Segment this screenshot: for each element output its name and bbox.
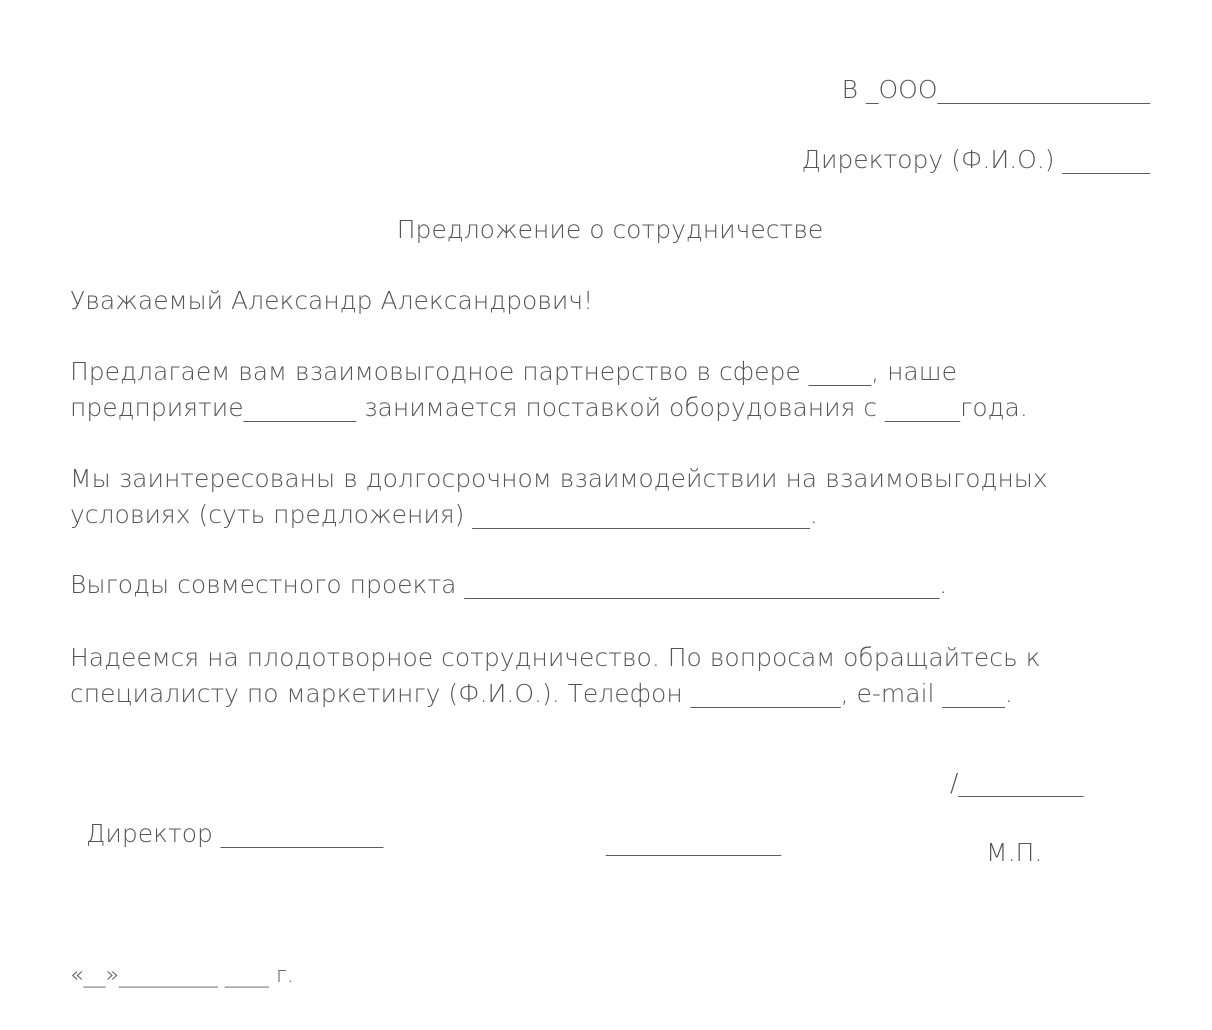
paragraph-1-line-1: Предлагаем вам взаимовыгодное партнерство в сфере _____, наше	[70, 357, 958, 386]
signature-slash-line: /__________	[950, 768, 1084, 797]
greeting: Уважаемый Александр Александрович!	[70, 286, 594, 315]
addressee-director: Директору (Ф.И.О.) _______	[801, 145, 1150, 174]
paragraph-4-line-2: специалисту по маркетингу (Ф.И.О.). Телефон ____________, e-mail _____.	[70, 679, 1013, 708]
paragraph-1-line-2: предприятие_________ занимается поставкой оборудования с ______года.	[70, 393, 1028, 422]
paragraph-2-line-2: условиях (суть предложения) ___________________________.	[70, 500, 818, 529]
addressee-company: В _ООО_________________	[841, 75, 1150, 104]
director-signature-line: Директор _____________	[86, 819, 384, 848]
document-title: Предложение о сотрудничестве	[396, 215, 824, 244]
paragraph-4-line-1: Надеемся на плодотворное сотрудничество. По вопросам обращайтесь к	[70, 643, 1041, 672]
paragraph-3: Выгоды совместного проекта ______________________________________.	[70, 570, 948, 599]
paragraph-2-line-1: Мы заинтересованы в долгосрочном взаимодействии на взаимовыгодных	[70, 464, 1048, 493]
signature-line: ______________	[606, 827, 781, 856]
stamp-label: М.П.	[986, 838, 1043, 867]
date-line: «__»_________ ____ г.	[70, 963, 294, 988]
